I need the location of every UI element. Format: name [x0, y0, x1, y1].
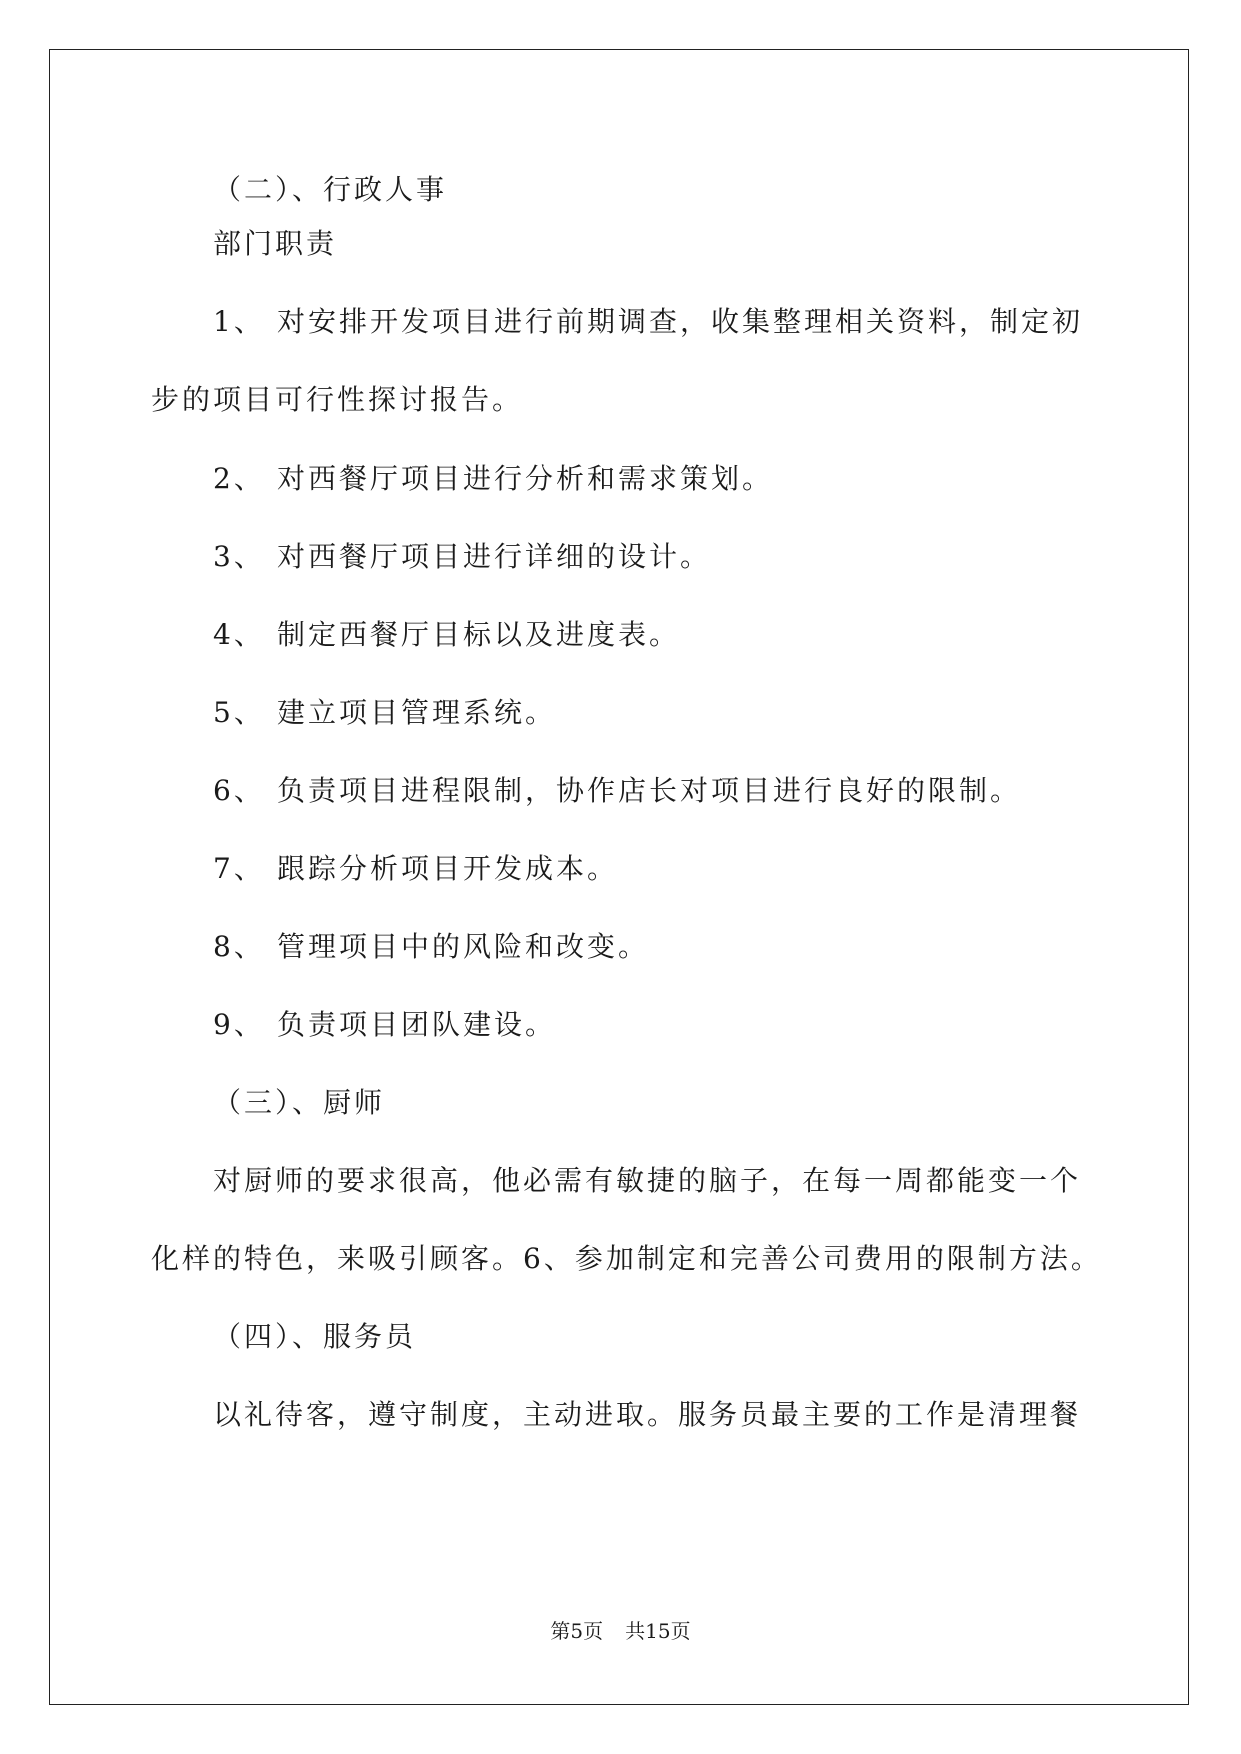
list-item-text: 跟踪分析项目开发成本。 [277, 852, 619, 885]
list-item [213, 929, 649, 965]
list-item-text: 制定西餐厅目标以及进度表。 [277, 618, 681, 651]
list-item-number: 8、 [213, 930, 265, 963]
list-item-text: 对西餐厅项目进行详细的设计。 [277, 540, 712, 573]
chef-paragraph-line: 对厨师的要求很高，他必需有敏捷的脑子，在每一周都能变一个 [213, 1164, 1082, 1197]
list-item [213, 539, 711, 575]
chef-paragraph-line: 化样的特色，来吸引顾客。6、参加制定和完善公司费用的限制方法。 [151, 1242, 1102, 1275]
section-heading-waiter: （四）、服务员 [213, 1320, 417, 1353]
list-item-number: 3、 [213, 540, 265, 573]
list-item-number: 5、 [213, 696, 265, 729]
dept-duties-heading: 部门职责 [213, 227, 338, 260]
list-item [213, 617, 680, 653]
list-item [213, 773, 1021, 809]
list-item-text: 对西餐厅项目进行分析和需求策划。 [277, 462, 774, 495]
list-item-text: 负责项目团队建设。 [277, 1008, 557, 1041]
list-item [213, 695, 556, 731]
section-heading-admin: （二）、行政人事 [213, 173, 448, 206]
list-item-continuation: 步的项目可行性探讨报告。 [151, 383, 524, 416]
list-item-text: 对安排开发项目进行前期调查，收集整理相关资料，制定初 [277, 305, 1084, 338]
page-total: 共15页 [625, 1619, 691, 1643]
page-footer [0, 1618, 1241, 1644]
list-item-text: 管理项目中的风险和改变。 [277, 930, 650, 963]
page-number: 第5页 [550, 1619, 604, 1643]
list-item-text: 建立项目管理系统。 [277, 696, 557, 729]
list-item [213, 304, 1083, 340]
list-item [213, 851, 618, 887]
list-item-number: 4、 [213, 618, 265, 651]
list-item-text: 负责项目进程限制，协作店长对项目进行良好的限制。 [277, 774, 1022, 807]
waiter-paragraph-line: 以礼待客，遵守制度，主动进取。服务员最主要的工作是清理餐 [213, 1398, 1082, 1431]
list-item-number: 2、 [213, 462, 265, 495]
list-item-number: 1、 [213, 305, 265, 338]
list-item-number: 7、 [213, 852, 265, 885]
list-item [213, 1007, 556, 1043]
section-heading-chef: （三）、厨师 [213, 1086, 386, 1119]
list-item [213, 461, 773, 497]
list-item-number: 6、 [213, 774, 265, 807]
list-item-number: 9、 [213, 1008, 265, 1041]
